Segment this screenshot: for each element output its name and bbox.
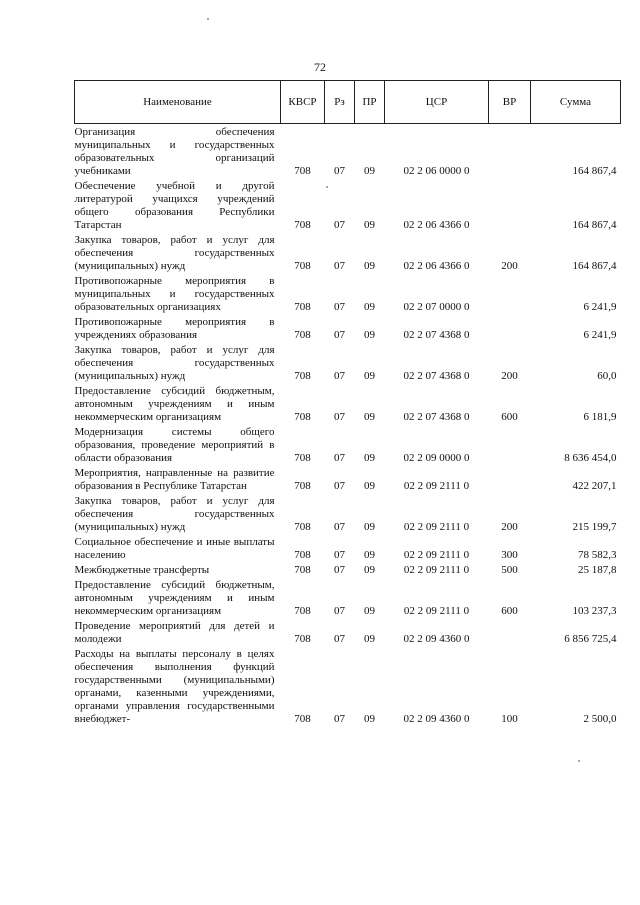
cell-rz: 07 xyxy=(334,411,345,423)
cell-rz: 07 xyxy=(334,605,345,617)
cell-vr: 200 xyxy=(501,260,518,272)
table-row xyxy=(75,273,621,314)
cell-name: Противопожарные мероприятия в муниципальных и государственных образовательных организациях xyxy=(74,275,275,313)
cell-sum: 103 237,3 xyxy=(572,605,617,617)
cell-rz: 07 xyxy=(334,564,345,576)
cell-csr: 02 2 09 4360 0 xyxy=(403,713,470,725)
cell-kvsr: 708 xyxy=(294,521,311,533)
cell-csr: 02 2 06 4366 0 xyxy=(403,219,470,231)
cell-sum: 164 867,4 xyxy=(572,165,617,177)
table-header xyxy=(75,81,621,124)
cell-rz: 07 xyxy=(334,549,345,561)
table-row xyxy=(75,383,621,424)
cell-kvsr: 708 xyxy=(294,480,311,492)
cell-kvsr: 708 xyxy=(294,165,311,177)
cell-sum: 6 241,9 xyxy=(583,301,617,313)
cell-vr: 600 xyxy=(501,411,518,423)
cell-kvsr: 708 xyxy=(294,549,311,561)
cell-sum: 78 582,3 xyxy=(578,549,617,561)
cell-csr: 02 2 09 0000 0 xyxy=(403,452,470,464)
cell-rz: 07 xyxy=(334,370,345,382)
cell-name: Предоставление субсидий бюджетным, автономным учреждениям и иным некоммерческим организациям xyxy=(74,385,275,423)
cell-vr: 600 xyxy=(501,605,518,617)
cell-csr: 02 2 06 0000 0 xyxy=(403,165,470,177)
cell-pr: 09 xyxy=(364,411,375,423)
cell-name: Проведение мероприятий для детей и молодежи xyxy=(74,620,275,645)
cell-pr: 09 xyxy=(364,452,375,464)
cell-rz: 07 xyxy=(334,480,345,492)
cell-name: Предоставление субсидий бюджетным, автономным учреждениям и иным некоммерческим организациям xyxy=(74,579,275,617)
page-number: 72 xyxy=(314,60,326,74)
cell-rz: 07 xyxy=(334,301,345,313)
cell-vr xyxy=(489,314,531,342)
cell-pr: 09 xyxy=(364,329,375,341)
cell-sum: 164 867,4 xyxy=(572,219,617,231)
cell-vr: 200 xyxy=(501,521,518,533)
header-sum: Сумма xyxy=(531,81,621,124)
cell-kvsr: 708 xyxy=(294,452,311,464)
cell-csr: 02 2 07 0000 0 xyxy=(403,301,470,313)
table-row xyxy=(75,618,621,646)
header-csr: ЦСР xyxy=(385,81,489,124)
cell-name: Закупка товаров, работ и услуг для обеспечения государственных (муниципальных) нужд xyxy=(74,344,275,382)
cell-rz: 07 xyxy=(334,713,345,725)
cell-csr: 02 2 09 2111 0 xyxy=(403,480,470,492)
cell-sum: 6 856 725,4 xyxy=(564,633,617,645)
cell-vr xyxy=(489,618,531,646)
cell-sum: 8 636 454,0 xyxy=(564,452,617,464)
budget-table xyxy=(74,80,621,726)
cell-csr: 02 2 07 4368 0 xyxy=(403,329,470,341)
cell-kvsr: 708 xyxy=(294,633,311,645)
cell-kvsr: 708 xyxy=(294,564,311,576)
scan-speck xyxy=(207,18,209,20)
cell-vr xyxy=(489,124,531,179)
table-row xyxy=(75,232,621,273)
cell-vr: 300 xyxy=(501,549,518,561)
cell-csr: 02 2 09 2111 0 xyxy=(403,605,470,617)
cell-name: Социальное обеспечение и иные выплаты населению xyxy=(74,536,275,561)
table-body xyxy=(75,124,621,727)
cell-csr: 02 2 09 2111 0 xyxy=(403,549,470,561)
cell-sum: 6 241,9 xyxy=(583,329,617,341)
cell-rz: 07 xyxy=(334,165,345,177)
cell-kvsr: 708 xyxy=(294,301,311,313)
table-row xyxy=(75,424,621,465)
cell-sum: 422 207,1 xyxy=(572,480,617,492)
cell-kvsr: 708 xyxy=(294,605,311,617)
header-pr: ПР xyxy=(355,81,385,124)
cell-pr: 09 xyxy=(364,713,375,725)
cell-vr xyxy=(489,465,531,493)
cell-sum: 215 199,7 xyxy=(572,521,617,533)
table-row xyxy=(75,562,621,577)
cell-rz: 07 xyxy=(334,219,345,231)
cell-name: Закупка товаров, работ и услуг для обеспечения государственных (муниципальных) нужд xyxy=(74,234,275,272)
cell-pr: 09 xyxy=(364,370,375,382)
cell-pr: 09 xyxy=(364,633,375,645)
cell-rz: 07 xyxy=(334,329,345,341)
cell-kvsr: 708 xyxy=(294,329,311,341)
cell-pr: 09 xyxy=(364,521,375,533)
cell-kvsr: 708 xyxy=(294,411,311,423)
cell-name: Модернизация системы общего образования, проведение мероприятий в области образования xyxy=(74,426,275,464)
table-row xyxy=(75,342,621,383)
cell-pr: 09 xyxy=(364,165,375,177)
cell-vr xyxy=(489,424,531,465)
cell-sum: 2 500,0 xyxy=(583,713,617,725)
cell-csr: 02 2 07 4368 0 xyxy=(403,370,470,382)
cell-pr: 09 xyxy=(364,480,375,492)
table-row xyxy=(75,314,621,342)
table-row xyxy=(75,178,621,232)
cell-pr: 09 xyxy=(364,301,375,313)
cell-csr: 02 2 07 4368 0 xyxy=(403,411,470,423)
cell-csr: 02 2 09 2111 0 xyxy=(403,521,470,533)
header-name: Наименование xyxy=(75,81,281,124)
cell-rz: 07 xyxy=(334,633,345,645)
cell-vr: 500 xyxy=(501,564,518,576)
cell-name: Мероприятия, направленные на развитие образования в Республике Татарстан xyxy=(74,467,275,492)
header-vr: ВР xyxy=(489,81,531,124)
cell-name: Закупка товаров, работ и услуг для обеспечения государственных (муниципальных) нужд xyxy=(74,495,275,533)
header-kvsr: КВСР xyxy=(281,81,325,124)
cell-sum: 164 867,4 xyxy=(572,260,617,272)
cell-rz: 07 xyxy=(334,452,345,464)
cell-pr: 09 xyxy=(364,549,375,561)
cell-pr: 09 xyxy=(364,605,375,617)
cell-pr: 09 xyxy=(364,564,375,576)
cell-name: Противопожарные мероприятия в учреждениях образования xyxy=(74,316,275,341)
cell-csr: 02 2 09 4360 0 xyxy=(403,633,470,645)
cell-csr: 02 2 09 2111 0 xyxy=(403,564,470,576)
cell-rz: 07 xyxy=(334,521,345,533)
cell-vr xyxy=(489,178,531,232)
cell-name: Обеспечение учебной и другой литературой учащихся учреждений общего образования Республики Татарстан xyxy=(74,180,275,231)
table-row xyxy=(75,577,621,618)
cell-name: Расходы на выплаты персоналу в целях обеспечения выполнения функций государственными (муниципальными) органами, казенными учреждениями, органами управления государственными внебюджет- xyxy=(74,648,275,725)
cell-pr: 09 xyxy=(364,260,375,272)
table-row xyxy=(75,493,621,534)
cell-pr: 09 xyxy=(364,219,375,231)
cell-name: Межбюджетные трансферты xyxy=(74,564,210,576)
scan-speck xyxy=(578,760,580,762)
cell-sum: 25 187,8 xyxy=(578,564,617,576)
cell-vr: 200 xyxy=(501,370,518,382)
cell-rz: 07 xyxy=(334,260,345,272)
table-row xyxy=(75,646,621,726)
cell-name: Организация обеспечения муниципальных и государственных образовательных организаций учебниками xyxy=(74,126,275,177)
cell-sum: 60,0 xyxy=(597,370,617,382)
header-rz: Рз xyxy=(325,81,355,124)
cell-vr xyxy=(489,273,531,314)
cell-kvsr: 708 xyxy=(294,370,311,382)
table-row xyxy=(75,124,621,179)
cell-kvsr: 708 xyxy=(294,260,311,272)
table-row xyxy=(75,534,621,562)
cell-csr: 02 2 06 4366 0 xyxy=(403,260,470,272)
cell-kvsr: 708 xyxy=(294,713,311,725)
cell-kvsr: 708 xyxy=(294,219,311,231)
table-row xyxy=(75,465,621,493)
cell-vr: 100 xyxy=(501,713,518,725)
cell-sum: 6 181,9 xyxy=(583,411,617,423)
